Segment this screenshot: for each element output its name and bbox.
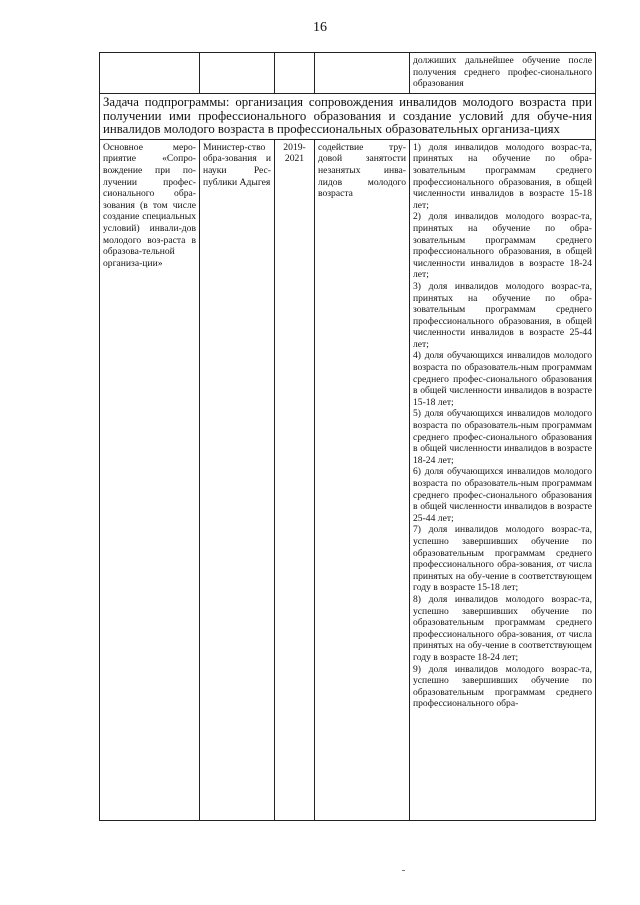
indicators-cell: [410, 139, 596, 820]
activity-cell: Основное меро-приятие «Сопро-вождение при по-лучении профес-сионального обра-зования (в том числе создание специальных условий) инвали-дов молодого воз-раста в образова-тельной организа-ции»: [100, 139, 200, 820]
empty-cell: [275, 53, 315, 94]
indicator-item: 8) доля инвалидов молодого возрас-та, успешно завершивших обучение по образовательным программам среднего профессионального обра-зования, от числа принятых на обу-чение в соответствующем году в возрасте 18-24 лет;: [413, 593, 592, 663]
indicator-item: 9) доля инвалидов молодого возрас-та, успешно завершивших обучение по образовательным программам среднего профессионального обра-: [413, 663, 592, 710]
continued-indicator-cell: должиших дальнейшее обучение после получения среднего профес-сионального образования: [410, 53, 596, 94]
empty-cell: [100, 53, 200, 94]
indicator-item: 5) доля обучающихся инвалидов молодого возраста по образователь-ным программам среднего профес-сионального образования в общей численности инвалидов в возрасте 18-24 лет;: [413, 408, 592, 466]
empty-cell: [200, 53, 275, 94]
empty-cell: [315, 53, 410, 94]
indicator-item: 4) доля обучающихся инвалидов молодого возраста по образователь-ным программам среднего профес-сионального образования в общей численности инвалидов в возрасте 15-18 лет;: [413, 350, 592, 408]
indicator-item: 2) доля инвалидов молодого возрас-та, принятых на обучение по обра-зовательным программам среднего профессионального образования, в общей численности инвалидов в возрасте 18-24 лет;: [413, 211, 592, 281]
indicator-item: 6) доля обучающихся инвалидов молодого возраста по образователь-ным программам среднего профес-сионального образования в общей численности инвалидов в возрасте 25-44 лет;: [413, 466, 592, 524]
scan-speck: [402, 870, 405, 871]
subprogram-task: Задача подпрограммы: организация сопровождения инвалидов молодого возраста при получении ими профессионального образования и создание условий для обуче-ния инвалидов молодого возраста в профессиональных образовательных организа-циях: [100, 94, 596, 140]
result-cell: содействие тру-довой занятости незанятых инва-лидов молодого возраста: [315, 139, 410, 820]
page-number: 16: [313, 20, 327, 35]
indicator-item: 7) доля инвалидов молодого возрас-та, успешно завершивших обучение по образовательным программам среднего профессионального обра-зования, от числа принятых на обу-чение в соответствующем году в возрасте 15-18 лет;: [413, 524, 592, 594]
table-row-continuation: [100, 53, 596, 94]
program-table: [99, 52, 596, 821]
table-row-activity: [100, 139, 596, 820]
indicator-item: 3) доля инвалидов молодого возрас-та, принятых на обучение по обра-зовательным программам среднего профессионального образования, в общей численности инвалидов в возрасте 25-44 лет;: [413, 280, 592, 350]
period-cell: 2019-2021: [275, 139, 315, 820]
indicator-item: 1) доля инвалидов молодого возрас-та, принятых на обучение по обра-зовательным программам среднего профессионального образования, в общей численности инвалидов в возрасте 15-18 лет;: [413, 141, 592, 211]
executor-cell: Министер-ство обра-зования и науки Рес-публики Адыгея: [200, 139, 275, 820]
task-row: [100, 94, 596, 140]
